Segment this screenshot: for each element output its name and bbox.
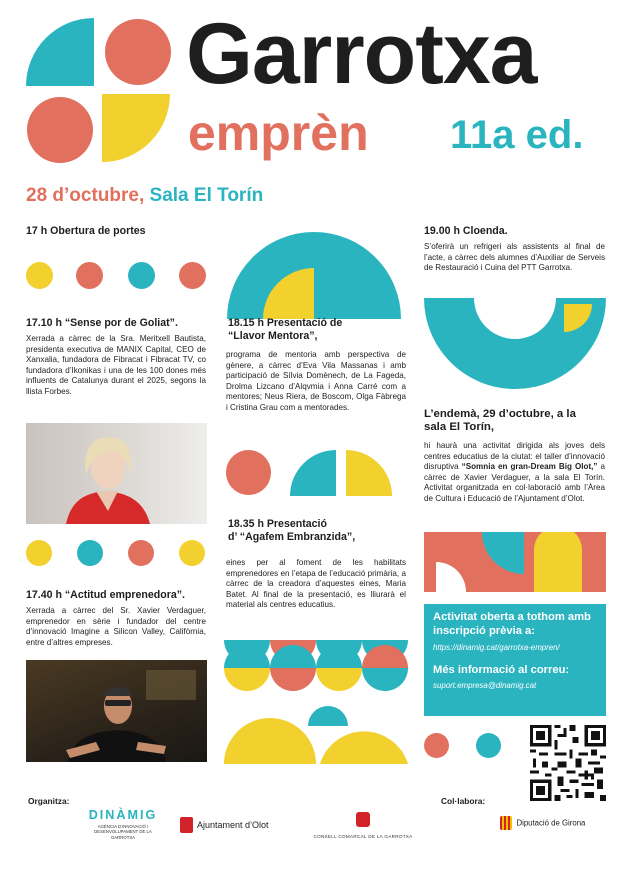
session4-title-line2: d’ “Agafem Embranzida”, [228,531,356,543]
decor-dot [424,733,449,758]
speaker-photo-xavier [26,660,207,762]
session6-body [424,441,605,505]
consell-logo [300,812,426,839]
decor-dot [226,450,271,495]
dinamig-wordmark: DINÀMIG [88,808,158,822]
diputacio-emblem-icon [500,816,512,830]
session3-title-line1: 18.15 h Presentació de [228,317,343,329]
registration-box [424,604,606,716]
decor-coral-block [424,532,606,592]
session5-body: S’oferirà un refrigeri als assistents al final de l’acte, a càrrec dels alumnes d’Auxiliar de Serveis de Restauració i Cuina del PTT Garrotxa. [424,242,605,273]
decor-dot [179,540,205,566]
event-subtitle: emprèn [188,105,369,161]
consell-label: CONSELL COMARCAL DE LA GARROTXA [313,834,413,839]
session3-body: programa de mentoria amb perspectiva de gènere, a càrrec d’Eva Vila Massanas i amb participació de Sílvia Domènech, de La Fageda, Drolma Lizcano d’Alqvmia i Anna Carré com a mentores; Neus Riera, de Boscom, Olga Fàbrega i Cristina Grau com a mentorades. [226,350,406,412]
qr-code[interactable] [530,725,606,801]
event-title: Garrotxa [186,6,537,102]
decor-dot [476,733,501,758]
session1-body: Xerrada a càrrec de la Sra. Meritxell Bautista, presidenta executiva de MANIX Capital, CEO de Xanxalia, fundadora de Fibracat i Fibracat TV, co fundadora d’Ikonikas i una de les 100 dones més influents de Catalunya durant el 2025, segons la llista Forbes. [26,334,206,396]
decor-dot [128,262,155,289]
ajuntament-logo [180,817,269,833]
event-date-venue [26,184,263,208]
decor-dot [26,262,53,289]
session5-title: 19.00 h Cloenda. [424,225,508,237]
session3-title-line2: “Llavor Mentora”, [228,330,318,342]
contact-email[interactable]: suport.empresa@dinamig.cat [433,681,537,690]
session4-title-line1: 18.35 h Presentació [228,518,327,530]
decor-teal-arc [424,296,606,394]
speaker-photo-meritxell [26,423,207,524]
opening-heading: 17 h Obertura de portes [26,225,146,237]
registration-url[interactable]: https://dinamig.cat/garrotxa-empren/ [433,643,560,652]
logo-graphic [22,14,172,164]
edition-label: 11a ed. [450,113,584,157]
session1-title: 17.10 h “Sense por de Goliat”. [26,317,178,329]
more-info-label: Més informació al correu: [433,664,570,676]
event-date: 28 d’octubre, [26,185,145,206]
decor-dot [128,540,154,566]
decor-quarter-shapes [290,448,408,498]
decor-dot [26,540,52,566]
session6-body-a: hi haurà una activitat dirigida als joves dels centres educatius de la ciutat: el taller d’innovació disruptiva [424,441,605,472]
decor-dot [179,262,206,289]
decor-half-disc [223,228,406,323]
session6-workshop-name: “Somnia en gran-Dream Big Olot,” [461,462,598,472]
dinamig-logo [88,808,158,840]
ajuntament-label: Ajuntament d’Olot [197,820,269,830]
session6-title-line2: sala El Torín, [424,421,495,433]
event-venue: Sala El Torín [149,185,264,206]
session6-body-b: a càrrec de Xavier Verdaguer, a la sala El Torín. Activitat organitzada en col·laboració amb l’Àrea de Cultura i Educació de l’Ajuntament d’Olot. [424,462,605,503]
organitza-label: Organitza: [28,796,70,806]
decor-half-circle-rows [224,640,410,766]
decor-dot [77,540,103,566]
decor-dot [76,262,103,289]
session2-title: 17.40 h “Actitud emprenedora”. [26,589,185,601]
diputacio-logo [500,814,604,832]
colabora-label: Col·labora: [441,796,486,806]
olot-shield-icon [180,817,193,833]
diputacio-label: Diputació de Girona [516,818,586,828]
session6-title-line1: L’endemà, 29 d’octubre, a la [424,408,576,420]
session4-body: eines per al foment de les habilitats emprenedores en l’etapa de l’educació primària, a càrrec de la creadora d’aquestes eines, Maria Batet. Al final de la presentació, es lliurarà el material als centres educatius. [226,558,406,610]
session2-body: Xerrada a càrrec del Sr. Xavier Verdaguer, emprenedor en sèrie i fundador del centre d’innovació Imagine a Silicon Valley, Califòrnia, entre d’altres empreses. [26,606,206,647]
consell-emblem-icon [356,812,370,827]
registration-box-title: Activitat oberta a tothom amb inscripció prèvia a: [433,611,591,637]
dinamig-subtitle: AGÈNCIA D’INNOVACIÓ I DESENVOLUPAMENT DE LA GARROTXA [94,824,152,840]
